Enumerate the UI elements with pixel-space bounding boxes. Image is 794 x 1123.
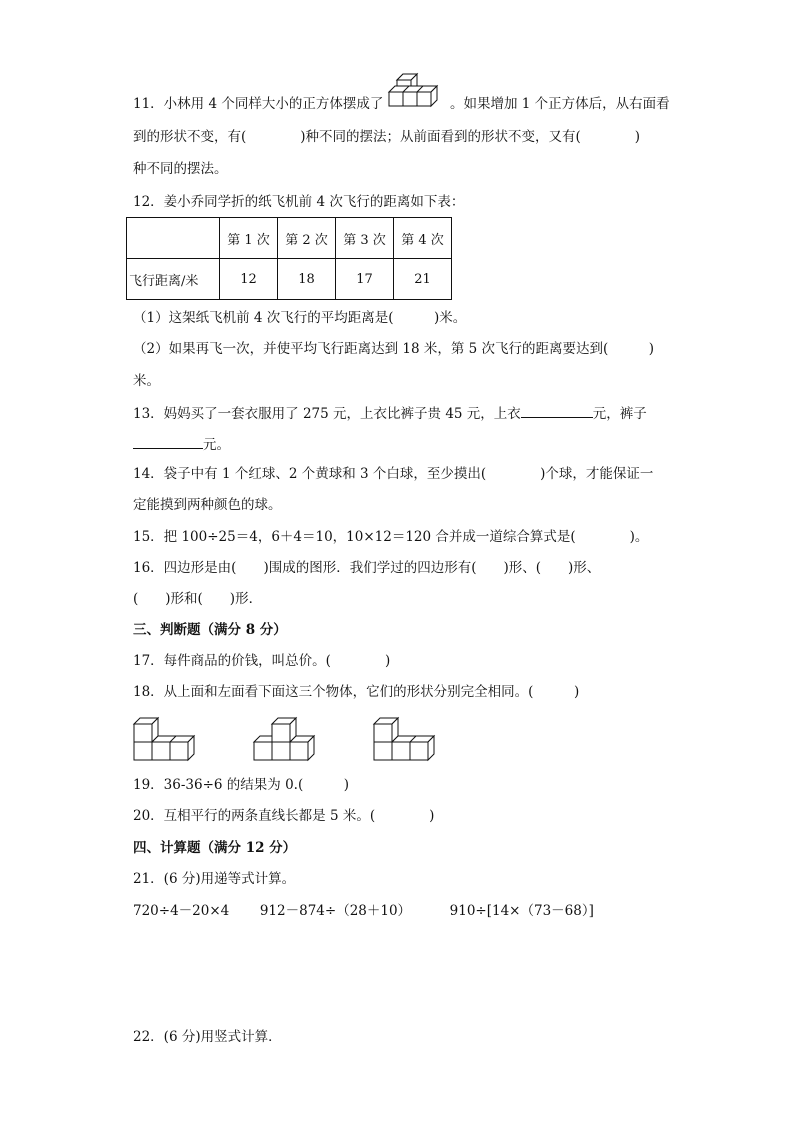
q13-line1	[133, 403, 647, 424]
q12-sub2a: （2）如果再飞一次，并使平均飞行距离达到 18 米，第 5 次飞行的距离要达到( )	[133, 341, 655, 357]
expression-2: 912－874÷（28＋10）	[259, 903, 412, 919]
table-cell-1: 12	[220, 259, 278, 300]
table-header-3: 第 3 次	[336, 218, 394, 259]
answer-blank[interactable]	[521, 403, 593, 418]
table-row	[127, 259, 452, 300]
q12-sub2b: 米。	[133, 373, 160, 389]
q14-line1: 14．袋子中有 1 个红球、2 个黄球和 3 个白球，至少摸出( )个球，才能保证一	[133, 466, 654, 482]
cube-arrangement-figure	[385, 70, 441, 108]
table-row-label: 飞行距离/米	[127, 259, 220, 300]
q16-line2: ( )形和( )形．	[133, 591, 263, 607]
q19-line1: 19．36-36÷6 的结果为 0.( )	[133, 777, 349, 793]
q15-line1: 15．把 100÷25＝4，6＋4＝10，10×12＝120 合并成一道综合算式是( )。	[133, 529, 649, 545]
section-3-title: 三、判断题（满分 8 分）	[133, 622, 287, 638]
q18-line1: 18．从上面和左面看下面这三个物体，它们的形状分别完全相同。( )	[133, 684, 580, 700]
q22-line1: 22．(6 分)用竖式计算．	[133, 1029, 282, 1045]
table-cell-3: 17	[336, 259, 394, 300]
q18-objects-figure	[130, 710, 450, 764]
q14-line2: 定能摸到两种颜色的球。	[133, 497, 282, 513]
q13-line2	[133, 434, 230, 455]
q20-line1: 20．互相平行的两条直线长都是 5 米。( )	[133, 808, 435, 824]
expression-3: 910÷[14×（73－68）]	[449, 903, 594, 919]
answer-blank[interactable]	[133, 434, 203, 449]
section-4-title: 四、计算题（满分 12 分）	[133, 840, 297, 856]
table-cell-4: 21	[394, 259, 452, 300]
q13-text-a: 13．妈妈买了一套衣服用了 275 元，上衣比裤子贵 45 元，上衣	[133, 406, 521, 422]
q21-line1: 21．(6 分)用递等式计算。	[133, 871, 296, 887]
expression-1: 720÷4－20×4	[133, 903, 230, 919]
q12-sub1: （1）这架纸飞机前 4 次飞行的平均距离是( )米。	[133, 310, 467, 326]
q11-line3: 种不同的摆法。	[133, 161, 228, 177]
object-3	[374, 718, 434, 760]
q11-text-b: 。如果增加 1 个正方体后，从右面看	[449, 96, 670, 112]
q13-text-c: 元。	[203, 437, 230, 453]
q13-text-b: 元，裤子	[592, 406, 647, 422]
flight-distance-table	[126, 217, 452, 300]
object-2	[254, 718, 314, 760]
q21-expressions	[133, 901, 594, 921]
q17-line1: 17．每件商品的价钱，叫总价。( )	[133, 653, 391, 669]
q12-stem: 12．姜小乔同学折的纸飞机前 4 次飞行的距离如下表：	[133, 194, 465, 210]
q11-text-a: 11．小林用 4 个同样大小的正方体摆成了	[133, 96, 384, 112]
table-header-row	[127, 218, 452, 259]
table-cell-2: 18	[278, 259, 336, 300]
q11-line2: 到的形状不变，有( )种不同的摆法；从前面看到的形状不变，又有( )	[133, 129, 641, 145]
table-header-4: 第 4 次	[394, 218, 452, 259]
table-header-2: 第 2 次	[278, 218, 336, 259]
object-1	[134, 718, 194, 760]
q16-line1: 16．四边形是由( )围成的图形．我们学过的四边形有( )形、( )形、	[133, 560, 601, 576]
table-header-1: 第 1 次	[220, 218, 278, 259]
table-header-empty	[127, 218, 220, 259]
